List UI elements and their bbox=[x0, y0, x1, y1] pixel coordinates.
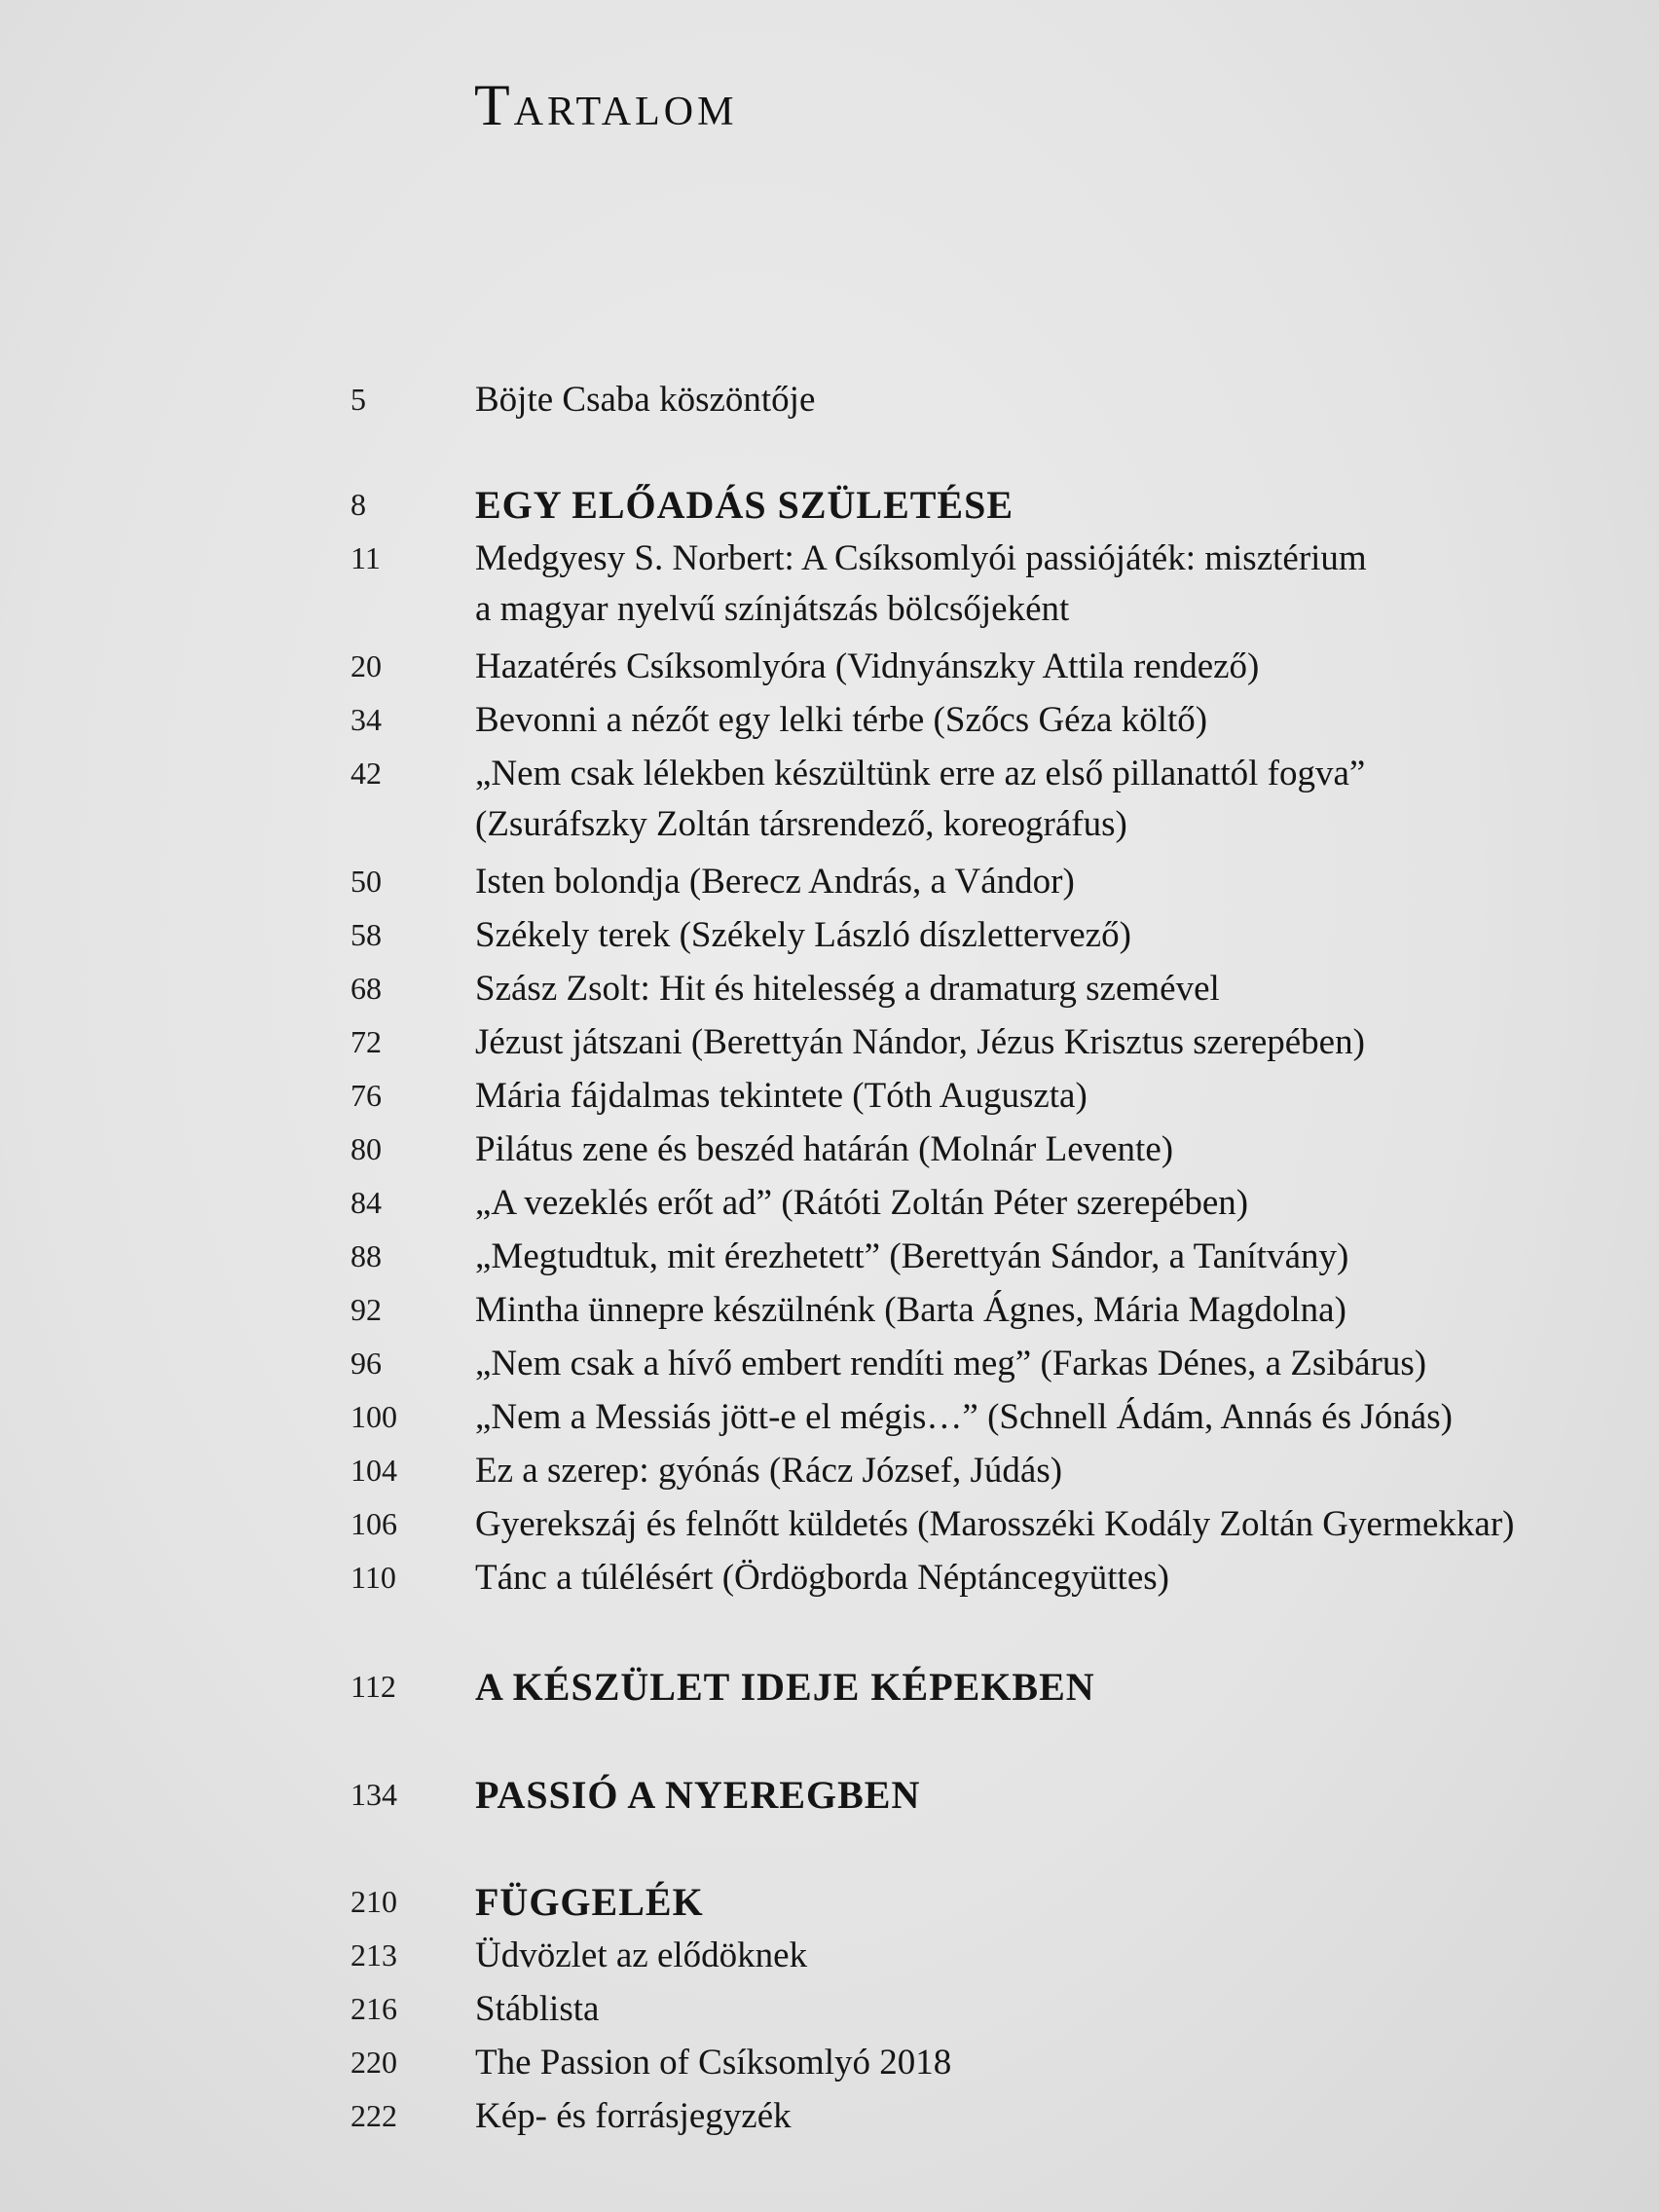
toc-page-number: 84 bbox=[350, 1185, 382, 1220]
toc-entry bbox=[0, 910, 1659, 959]
toc-page-number: 11 bbox=[350, 540, 381, 575]
toc-page-number: 5 bbox=[350, 382, 366, 417]
toc-entry bbox=[0, 1984, 1659, 2033]
toc-entry bbox=[0, 1499, 1659, 1548]
toc-page-number: 96 bbox=[350, 1346, 382, 1381]
toc-entry bbox=[0, 1178, 1659, 1227]
toc-entry bbox=[0, 1931, 1659, 1979]
toc-page-number: 100 bbox=[350, 1399, 397, 1434]
toc-entry-title: Tánc a túlélésért (Ördögborda Néptáncegyüttes) bbox=[475, 1558, 1169, 1598]
toc-entry-title: Medgyesy S. Norbert: A Csíksomlyói passiójáték: misztérium bbox=[475, 538, 1367, 578]
toc-entry bbox=[0, 857, 1659, 905]
toc-page-number: 216 bbox=[350, 1991, 397, 2026]
toc-entry-title: Pilátus zene és beszéd határán (Molnár Levente) bbox=[475, 1129, 1174, 1169]
toc-entry bbox=[0, 1124, 1659, 1173]
toc-page-number: 8 bbox=[350, 487, 366, 522]
toc-page-number: 92 bbox=[350, 1292, 382, 1327]
toc-entry-title: The Passion of Csíksomlyó 2018 bbox=[475, 2043, 952, 2083]
toc-entry bbox=[0, 1232, 1659, 1280]
toc-page-number: 112 bbox=[350, 1669, 396, 1704]
toc-page-number: 210 bbox=[350, 1884, 397, 1919]
toc-entry-title: „Megtudtuk, mit érezhetett” (Berettyán Sándor, a Tanítvány) bbox=[475, 1236, 1349, 1276]
toc-page-number: 42 bbox=[350, 756, 382, 791]
toc-entry-title: Üdvözlet az elődöknek bbox=[475, 1936, 808, 1975]
toc-section-title: FÜGGELÉK bbox=[475, 1880, 704, 1924]
toc-entry bbox=[0, 1446, 1659, 1494]
toc-entry-title: Ez a szerep: gyónás (Rácz József, Júdás) bbox=[475, 1451, 1063, 1491]
toc-page-number: 213 bbox=[350, 1937, 397, 1972]
toc-section-title: A KÉSZÜLET IDEJE KÉPEKBEN bbox=[475, 1665, 1095, 1709]
toc-entry-title: „Nem csak a hívő embert rendíti meg” (Farkas Dénes, a Zsibárus) bbox=[475, 1344, 1427, 1383]
toc-entry bbox=[0, 2038, 1659, 2086]
toc-page-number: 88 bbox=[350, 1238, 382, 1273]
toc-entry bbox=[0, 695, 1659, 744]
toc-page-number: 220 bbox=[350, 2045, 397, 2080]
toc-entry-title: Székely terek (Székely László díszlettervező) bbox=[475, 915, 1131, 955]
toc-entry-title: Szász Zsolt: Hit és hitelesség a dramaturg szemével bbox=[475, 969, 1220, 1009]
toc-page-number: 68 bbox=[350, 971, 382, 1006]
toc-entry-title: Isten bolondja (Berecz András, a Vándor) bbox=[475, 862, 1075, 902]
toc-entry bbox=[0, 749, 1659, 844]
toc-entry bbox=[0, 1285, 1659, 1334]
toc-page-number: 110 bbox=[350, 1560, 396, 1595]
toc-page-number: 106 bbox=[350, 1506, 397, 1541]
toc-entry bbox=[0, 1071, 1659, 1120]
toc-page-number: 20 bbox=[350, 648, 382, 683]
toc-section-heading bbox=[0, 480, 1659, 529]
toc-entry-title: Stáblista bbox=[475, 1989, 600, 2029]
toc-entry-title: Hazatérés Csíksomlyóra (Vidnyánszky Attila rendező) bbox=[475, 646, 1260, 686]
toc-entry-title: „Nem a Messiás jött-e el mégis…” (Schnell Ádám, Annás és Jónás) bbox=[475, 1397, 1453, 1437]
toc-section-heading bbox=[0, 1770, 1659, 1819]
toc-section-heading bbox=[0, 1877, 1659, 1926]
toc-page-number: 222 bbox=[350, 2098, 397, 2133]
toc-entry bbox=[0, 1553, 1659, 1602]
toc-entry-title: Böjte Csaba köszöntője bbox=[475, 380, 816, 420]
toc-entry bbox=[0, 1339, 1659, 1387]
toc-entry bbox=[0, 534, 1659, 629]
toc-entry-title: „Nem csak lélekben készültünk erre az első pillanattól fogva” bbox=[475, 754, 1366, 793]
toc-entry-title: Gyerekszáj és felnőtt küldetés (Marosszéki Kodály Zoltán Gyermekkar) bbox=[475, 1504, 1515, 1544]
toc-entry-title-continued: (Zsuráfszky Zoltán társrendező, koreográfus) bbox=[475, 804, 1127, 844]
toc-section-title: PASSIÓ A NYEREGBEN bbox=[475, 1773, 921, 1817]
toc-page-number: 76 bbox=[350, 1078, 382, 1113]
toc-entry bbox=[0, 642, 1659, 690]
toc-entry-title: Mária fájdalmas tekintete (Tóth Auguszta) bbox=[475, 1076, 1088, 1116]
toc-entry-title: Mintha ünnepre készülnénk (Barta Ágnes, Mária Magdolna) bbox=[475, 1290, 1346, 1330]
toc-section-title: EGY ELŐADÁS SZÜLETÉSE bbox=[475, 483, 1014, 527]
toc-entry bbox=[0, 1392, 1659, 1441]
toc-entry bbox=[0, 375, 1659, 424]
toc-entry-title: Bevonni a nézőt egy lelki térbe (Szőcs Géza költő) bbox=[475, 700, 1208, 740]
toc-page-number: 58 bbox=[350, 917, 382, 952]
toc-page-number: 34 bbox=[350, 702, 382, 737]
toc-page-number: 134 bbox=[350, 1777, 397, 1812]
toc-entry-title-continued: a magyar nyelvű színjátszás bölcsőjeként bbox=[475, 589, 1070, 629]
toc-entry bbox=[0, 964, 1659, 1013]
toc-entry bbox=[0, 2091, 1659, 2140]
toc-entry bbox=[0, 1017, 1659, 1066]
toc-page-number: 104 bbox=[350, 1453, 397, 1488]
toc-page-number: 72 bbox=[350, 1024, 382, 1059]
toc-entry-title: Jézust játszani (Berettyán Nándor, Jézus Krisztus szerepében) bbox=[475, 1022, 1365, 1062]
toc-page-number: 80 bbox=[350, 1131, 382, 1166]
toc-page-number: 50 bbox=[350, 864, 382, 899]
toc-entry-title: „A vezeklés erőt ad” (Rátóti Zoltán Péter szerepében) bbox=[475, 1183, 1249, 1223]
page-title: Tartalom bbox=[474, 73, 738, 137]
toc-entry-title: Kép- és forrásjegyzék bbox=[475, 2096, 792, 2136]
toc-section-heading bbox=[0, 1662, 1659, 1711]
